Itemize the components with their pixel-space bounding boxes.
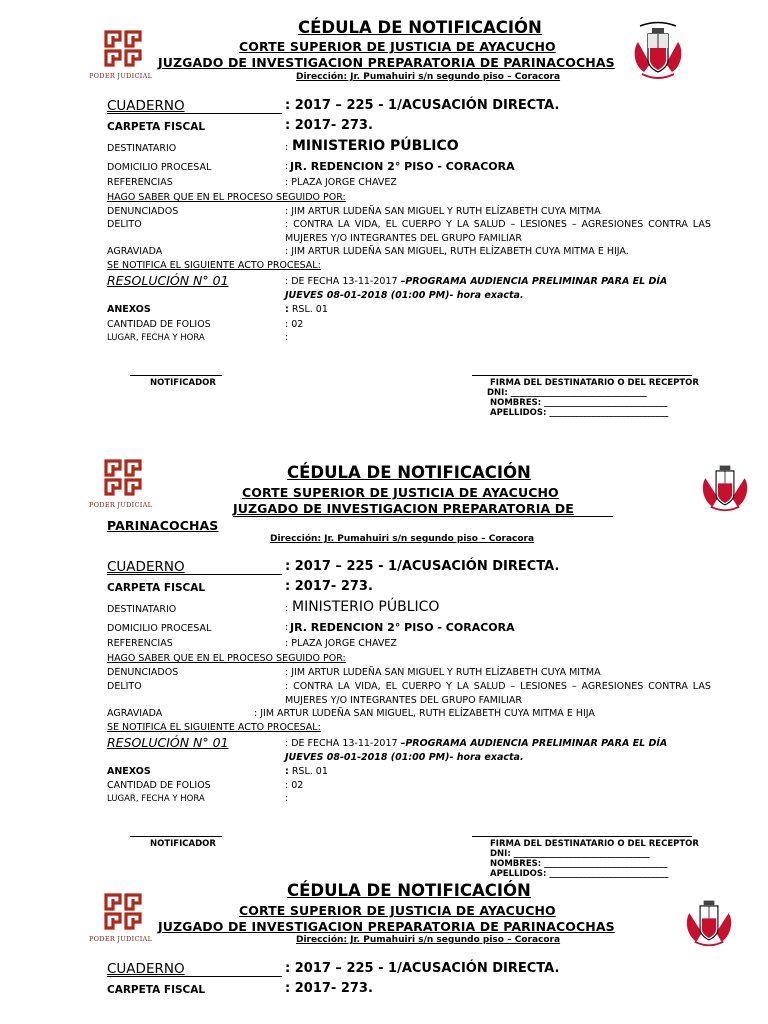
juzgado-heading: JUZGADO DE INVESTIGACION PREPARATORIA DE PARINACOCHAS [158, 919, 615, 934]
folios-value: : 02 [285, 319, 304, 330]
domicilio-colon: : [285, 161, 289, 172]
destinatario-value: MINISTERIO PÚBLICO [292, 599, 440, 615]
lugar-value: : [285, 332, 289, 343]
denunciados-value: : JIM ARTUR LUDEÑA SAN MIGUEL Y RUTH ELÍZABETH CUYA MITMA [285, 667, 601, 678]
dni-field: DNI: ________________________________ [490, 849, 650, 859]
direccion-line: Dirección: Jr. Pumahuiri s/n segundo piso – Coracora [270, 534, 535, 544]
apellidos-field: APELLIDOS: ____________________________ [490, 869, 669, 879]
destinatario-value: MINISTERIO PÚBLICO [292, 138, 459, 154]
resolucion-date: : DE FECHA 13-11-2017 [285, 738, 401, 749]
logo-caption: PODER JUDICIAL [89, 935, 153, 943]
cuaderno-underline [107, 976, 282, 977]
domicilio-value: JR. REDENCION 2° PISO - CORACORA [290, 621, 515, 634]
poder-judicial-logo [104, 459, 144, 497]
carpeta-label: CARPETA FISCAL [107, 121, 206, 133]
anexos-colon: : [285, 766, 289, 777]
folios-value: : 02 [285, 780, 304, 791]
hago-saber-label: HAGO SABER QUE EN EL PROCESO SEGUIDO POR: [107, 653, 346, 664]
referencias-value: : PLAZA JORGE CHAVEZ [285, 638, 397, 649]
nombres-field: NOMBRES: _____________________________ [490, 859, 668, 869]
folios-label: CANTIDAD DE FOLIOS [107, 780, 211, 791]
domicilio-value: JR. REDENCION 2° PISO - CORACORA [290, 160, 515, 173]
peru-coat-of-arms-icon [684, 896, 734, 948]
logo-caption: PODER JUDICIAL [89, 501, 153, 509]
juzgado-heading-line2: PARINACOCHAS [107, 518, 219, 533]
form-title: CÉDULA DE NOTIFICACIÓN [287, 881, 531, 900]
anexos-label: ANEXOS [107, 304, 151, 315]
delito-value-line2: MUJERES Y/O INTEGRANTES DEL GRUPO FAMILIAR [285, 233, 522, 244]
se-notifica-label: SE NOTIFICA EL SIGUIENTE ACTO PROCESAL: [107, 722, 321, 733]
notificador-signature-line [130, 836, 222, 837]
firma-label: FIRMA DEL DESTINATARIO O DEL RECEPTOR [490, 378, 699, 388]
lugar-label: LUGAR, FECHA Y HORA [107, 333, 205, 343]
notificador-signature-line [130, 375, 222, 376]
anexos-label: ANEXOS [107, 766, 151, 777]
agraviada-value: : JIM ARTUR LUDEÑA SAN MIGUEL, RUTH ELÍZABETH CUYA MITMA E HIJA [254, 708, 595, 719]
juzgado-heading: JUZGADO DE INVESTIGACION PREPARATORIA DE PARINACOCHAS [158, 55, 615, 70]
referencias-label: REFERENCIAS [107, 638, 173, 649]
resolucion-date-line: JUEVES 08-01-2018 (01:00 PM)- hora exacta. [285, 290, 524, 301]
carpeta-label: CARPETA FISCAL [107, 582, 206, 594]
receptor-signature-line [472, 836, 692, 837]
anexos-value: RSL. 01 [288, 766, 328, 777]
cuaderno-value: : 2017 – 225 - 1/ACUSACIÓN DIRECTA. [285, 961, 560, 976]
anexos-value: RSL. 01 [288, 304, 328, 315]
domicilio-label: DOMICILIO PROCESAL [107, 623, 212, 634]
carpeta-value: : 2017- 273. [285, 981, 373, 996]
carpeta-label: CARPETA FISCAL [107, 984, 206, 996]
receptor-signature-line [472, 375, 692, 376]
notificador-label: NOTIFICADOR [150, 378, 216, 388]
destinatario-colon: : [285, 142, 289, 153]
folios-label: CANTIDAD DE FOLIOS [107, 319, 211, 330]
agraviada-label: AGRAVIADA [107, 246, 163, 257]
lugar-label: LUGAR, FECHA Y HORA [107, 794, 205, 804]
cuaderno-label: CUADERNO [107, 98, 185, 114]
denunciados-value: : JIM ARTUR LUDEÑA SAN MIGUEL Y RUTH ELÍZABETH CUYA MITMA [285, 206, 601, 217]
poder-judicial-logo [104, 893, 144, 931]
corte-heading: CORTE SUPERIOR DE JUSTICIA DE AYACUCHO [239, 903, 556, 918]
apellidos-field: APELLIDOS: ____________________________ [490, 408, 669, 418]
resolucion-date: : DE FECHA 13-11-2017 [285, 276, 401, 287]
denunciados-label: DENUNCIADOS [107, 667, 179, 678]
direccion-line: Dirección: Jr. Pumahuiri s/n segundo piso – Coracora [296, 72, 561, 82]
delito-value-line2: MUJERES Y/O INTEGRANTES DEL GRUPO FAMILIAR [285, 695, 522, 706]
resolucion-value [285, 276, 667, 287]
agraviada-value: : JIM ARTUR LUDEÑA SAN MIGUEL, RUTH ELÍZABETH CUYA MITMA E HIJA. [285, 246, 629, 257]
dni-field: DNI: ________________________________ [487, 388, 647, 398]
carpeta-value: : 2017- 273. [285, 579, 373, 594]
referencias-label: REFERENCIAS [107, 177, 173, 188]
poder-judicial-logo [104, 30, 144, 68]
nombres-field: NOMBRES: _____________________________ [490, 398, 668, 408]
resolucion-label: RESOLUCIÓN N° 01 [107, 273, 229, 288]
corte-heading: CORTE SUPERIOR DE JUSTICIA DE AYACUCHO [239, 39, 556, 54]
lugar-value: : [285, 793, 289, 804]
carpeta-value: : 2017- 273. [285, 118, 373, 133]
peru-coat-of-arms-icon [630, 20, 686, 80]
destinatario-label: DESTINATARIO [107, 143, 177, 154]
resolucion-program: –PROGRAMA AUDIENCIA PRELIMINAR PARA EL DÍA [400, 276, 668, 287]
corte-heading: CORTE SUPERIOR DE JUSTICIA DE AYACUCHO [242, 485, 559, 500]
se-notifica-label: SE NOTIFICA EL SIGUIENTE ACTO PROCESAL: [107, 260, 321, 271]
form-title: CÉDULA DE NOTIFICACIÓN [287, 463, 531, 482]
anexos-colon: : [285, 304, 289, 315]
form-title: CÉDULA DE NOTIFICACIÓN [298, 18, 542, 37]
cuaderno-value: : 2017 – 225 - 1/ACUSACIÓN DIRECTA. [285, 559, 560, 574]
denunciados-label: DENUNCIADOS [107, 206, 179, 217]
notificador-label: NOTIFICADOR [150, 839, 216, 849]
logo-caption: PODER JUDICIAL [89, 72, 153, 80]
resolucion-value [285, 738, 667, 749]
domicilio-colon: : [285, 622, 289, 633]
cuaderno-value: : 2017 – 225 - 1/ACUSACIÓN DIRECTA. [285, 98, 560, 113]
delito-label: DELITO [107, 681, 142, 692]
firma-label: FIRMA DEL DESTINATARIO O DEL RECEPTOR [490, 839, 699, 849]
juzgado-underline [233, 516, 613, 517]
agraviada-label: AGRAVIADA [107, 708, 163, 719]
cuaderno-underline [107, 574, 282, 575]
destinatario-label: DESTINATARIO [107, 604, 177, 615]
cuaderno-label: CUADERNO [107, 961, 185, 977]
direccion-line: Dirección: Jr. Pumahuiri s/n segundo piso – Coracora [296, 935, 561, 945]
delito-value-line1: : CONTRA LA VIDA, EL CUERPO Y LA SALUD – LESIONES – AGRESIONES CONTRA LAS [285, 219, 711, 230]
domicilio-label: DOMICILIO PROCESAL [107, 162, 212, 173]
referencias-value: : PLAZA JORGE CHAVEZ [285, 177, 397, 188]
juzgado-heading-line1: JUZGADO DE INVESTIGACION PREPARATORIA DE [233, 501, 574, 516]
resolucion-program: –PROGRAMA AUDIENCIA PRELIMINAR PARA EL DÍA [400, 738, 668, 749]
peru-coat-of-arms-icon [700, 462, 750, 512]
resolucion-label: RESOLUCIÓN N° 01 [107, 735, 229, 750]
destinatario-colon: : [285, 603, 289, 614]
delito-value-line1: : CONTRA LA VIDA, EL CUERPO Y LA SALUD – LESIONES – AGRESIONES CONTRA LAS [285, 681, 711, 692]
delito-label: DELITO [107, 219, 142, 230]
hago-saber-label: HAGO SABER QUE EN EL PROCESO SEGUIDO POR: [107, 192, 346, 203]
cuaderno-label: CUADERNO [107, 559, 185, 575]
cuaderno-underline [107, 113, 282, 114]
resolucion-date-line: JUEVES 08-01-2018 (01:00 PM)- hora exacta. [285, 752, 524, 763]
